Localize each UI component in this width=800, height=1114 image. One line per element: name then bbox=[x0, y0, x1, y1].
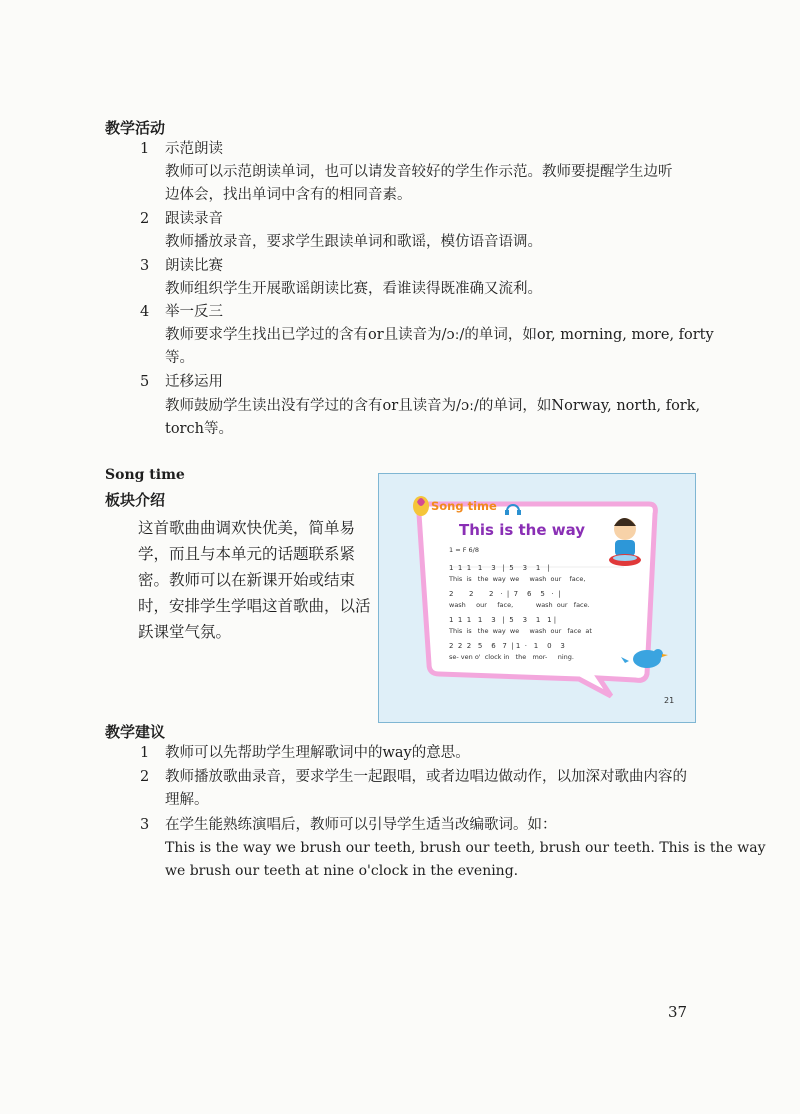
song-title: This is the way bbox=[459, 521, 586, 539]
item-text: 等。 bbox=[165, 350, 194, 366]
song-panel-art bbox=[379, 474, 697, 724]
item-text: 教师播放歌曲录音，要求学生一起跟唱，或者边唱边做动作，以加深对歌曲内容的 bbox=[165, 769, 687, 785]
score-lyrics: se- ven o' clock in the mor- ning. bbox=[449, 653, 574, 661]
score-lyrics: This is the way we wash our face at bbox=[449, 627, 592, 635]
item-text: 教师可以示范朗读单词，也可以请发音较好的学生作示范。教师要提醒学生边听 bbox=[165, 164, 673, 180]
item-title: 朗读比赛 bbox=[165, 258, 223, 274]
item-title: 示范朗读 bbox=[165, 141, 223, 157]
item-number: 3 bbox=[140, 817, 150, 833]
item-text: 教师可以先帮助学生理解歌词中的way的意思。 bbox=[165, 745, 470, 761]
item-number: 3 bbox=[140, 258, 150, 274]
song-panel-image bbox=[378, 473, 696, 723]
song-key: 1 = F 6/8 bbox=[449, 546, 479, 554]
item-number: 4 bbox=[140, 304, 150, 320]
intro-line: 跃课堂气氛。 bbox=[138, 623, 232, 641]
intro-line: 密。教师可以在新课开始或结束 bbox=[138, 571, 356, 589]
item-title: 举一反三 bbox=[165, 304, 223, 320]
score-lyrics: This is the way we wash our face, bbox=[449, 575, 586, 583]
section-heading-activities: 教学活动 bbox=[105, 119, 166, 137]
item-text-english: This is the way we brush our teeth, brush our teeth, brush our teeth. This is the way bbox=[165, 840, 766, 856]
item-number: 1 bbox=[140, 745, 150, 761]
item-text: 教师要求学生找出已学过的含有or且读音为/ɔː/的单词，如or, morning, more, forty bbox=[165, 327, 714, 343]
item-text: 理解。 bbox=[165, 792, 209, 808]
score-notes: 1 1 1 1 3 | 5 3 1 1 | bbox=[449, 616, 557, 624]
intro-heading: 板块介绍 bbox=[105, 491, 166, 509]
item-text: 在学生能熟练演唱后，教师可以引导学生适当改编歌词。如： bbox=[165, 817, 557, 833]
page-number: 37 bbox=[668, 1003, 688, 1021]
item-text-english: we brush our teeth at nine o'clock in the evening. bbox=[165, 863, 519, 879]
score-notes: 2 2 2 5 6 7 | 1 · 1 0 3 bbox=[449, 642, 565, 650]
intro-line: 时，安排学生学唱这首歌曲，以活 bbox=[138, 597, 371, 615]
item-number: 2 bbox=[140, 769, 150, 785]
score-lyrics: wash our face, wash our face. bbox=[449, 601, 590, 609]
item-text: 教师组织学生开展歌谣朗读比赛，看谁读得既准确又流利。 bbox=[165, 281, 542, 297]
song-time-tag: Song time bbox=[431, 499, 497, 513]
item-number: 5 bbox=[140, 374, 150, 390]
item-text: 教师鼓励学生读出没有学过的含有or且读音为/ɔː/的单词，如Norway, north, fork, bbox=[165, 398, 701, 414]
boy-shirt bbox=[615, 540, 635, 556]
song-time-title: Song time bbox=[105, 467, 185, 483]
score-notes: 2 2 2 · | 7 6 5 · | bbox=[449, 590, 561, 598]
item-text: torch等。 bbox=[165, 421, 233, 437]
item-number: 2 bbox=[140, 211, 150, 227]
panel-page-number: 21 bbox=[664, 696, 675, 705]
item-text: 边体会，找出单词中含有的相同音素。 bbox=[165, 187, 412, 203]
item-text: 教师播放录音，要求学生跟读单词和歌谣，模仿语音语调。 bbox=[165, 234, 542, 250]
score-notes: 1 1 1 1 3 | 5 3 1 | bbox=[449, 564, 550, 572]
section-heading-suggestions: 教学建议 bbox=[105, 723, 166, 741]
intro-line: 这首歌曲曲调欢快优美，简单易 bbox=[138, 519, 356, 537]
item-title: 跟读录音 bbox=[165, 211, 223, 227]
item-number: 1 bbox=[140, 141, 150, 157]
intro-paragraph bbox=[138, 515, 371, 645]
intro-line: 学，而且与本单元的话题联系紧 bbox=[138, 545, 356, 563]
item-title: 迁移运用 bbox=[165, 374, 223, 390]
